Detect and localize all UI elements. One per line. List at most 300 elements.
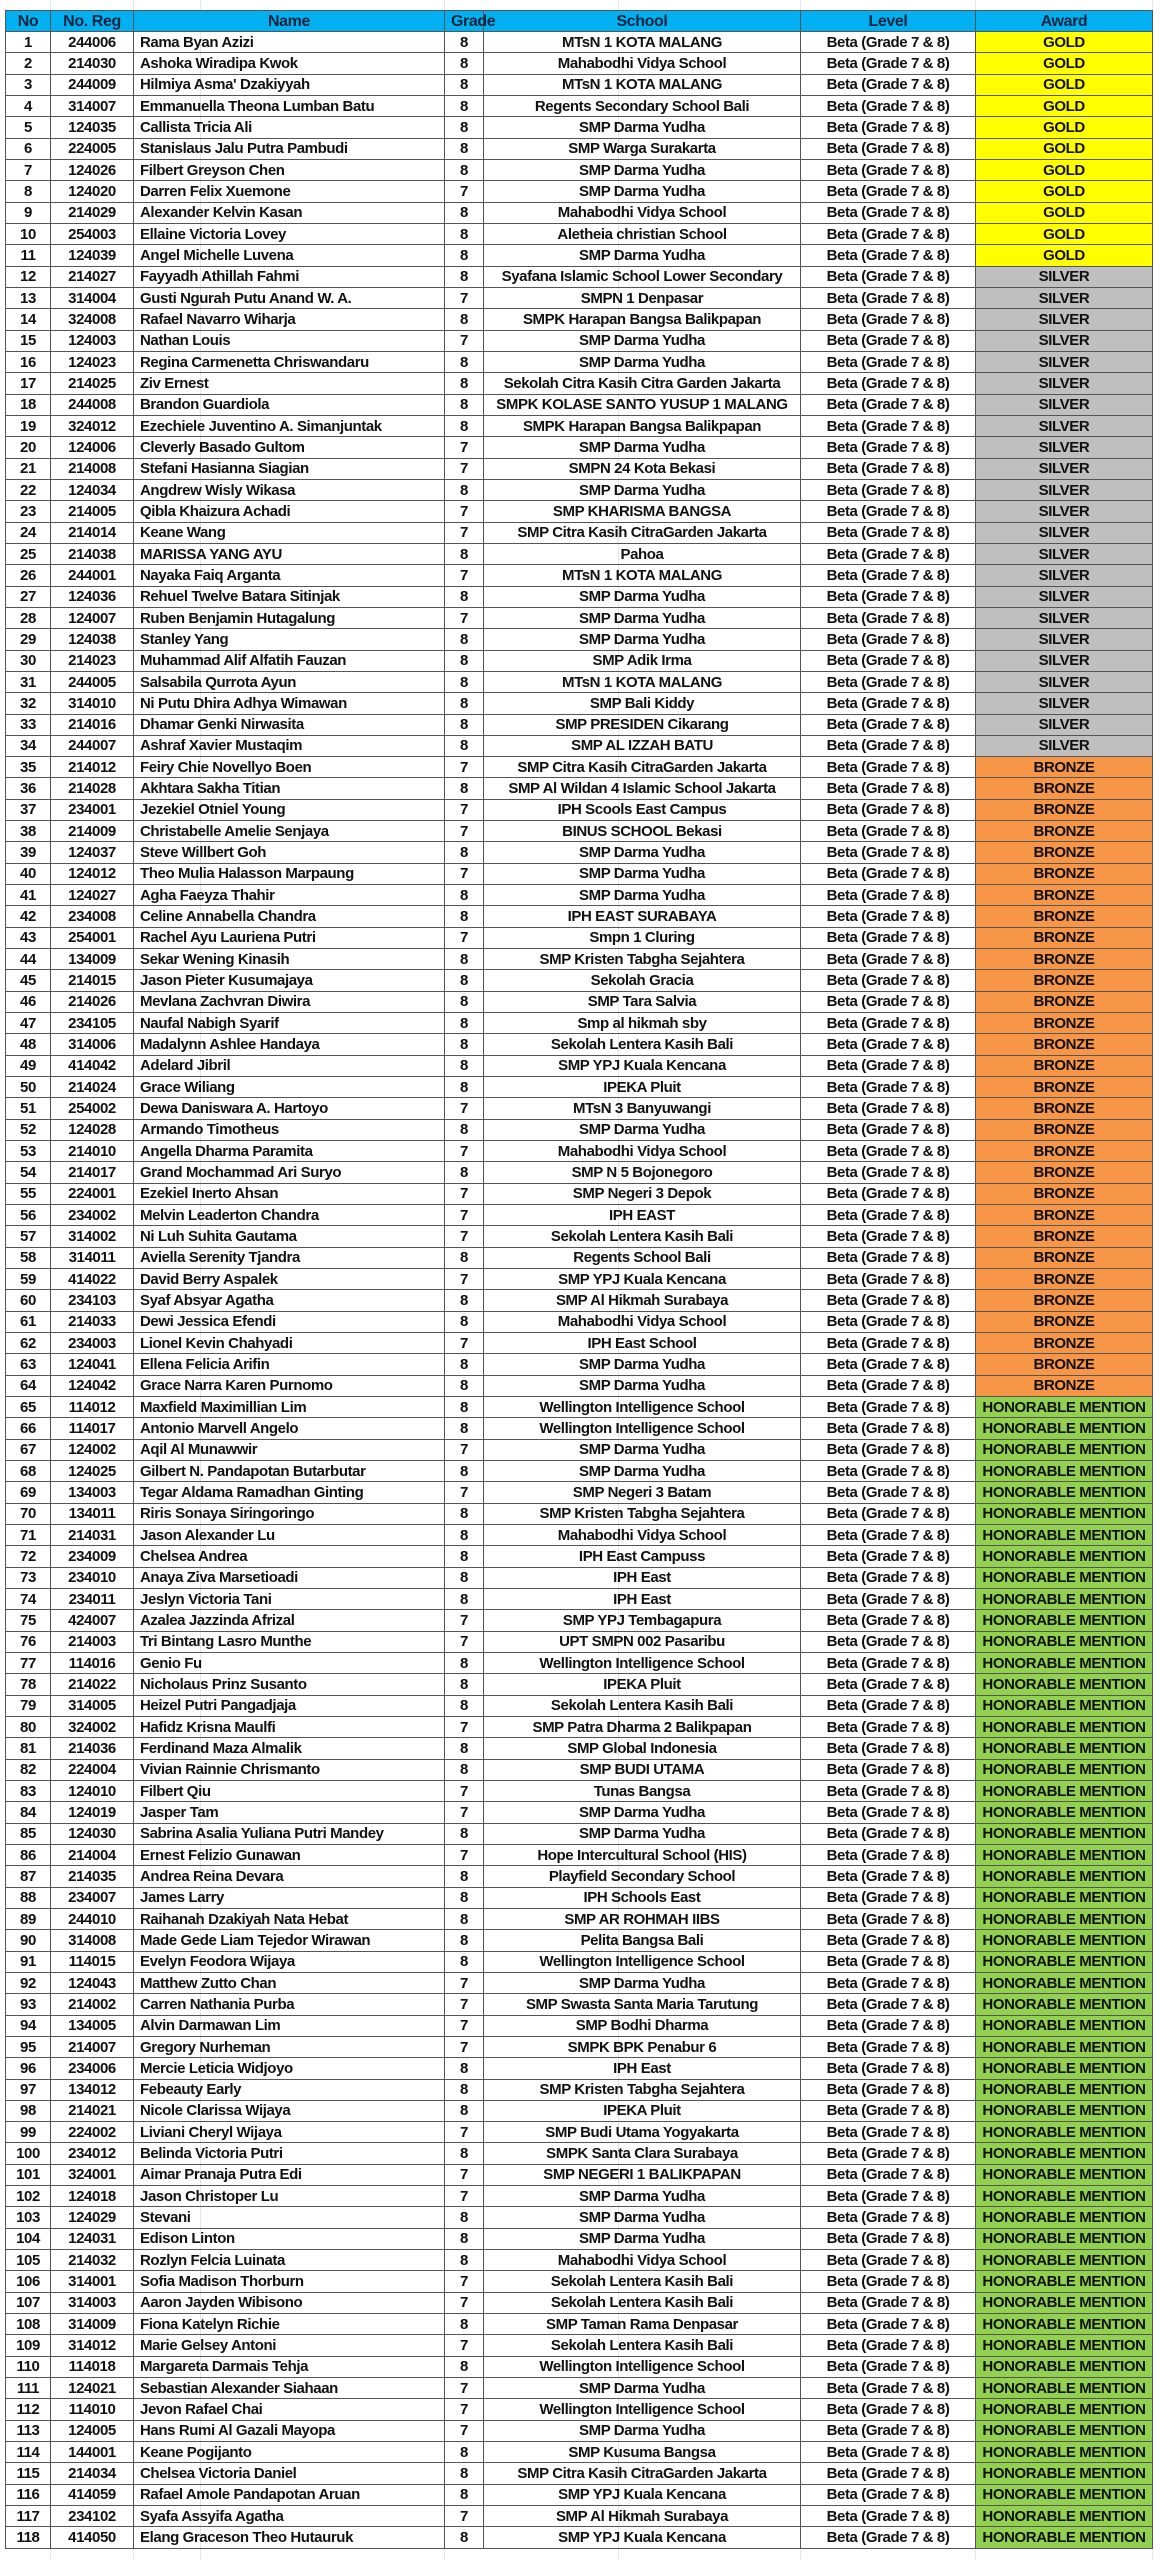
cell-name[interactable]: Cleverly Basado Gultom [134,437,445,458]
award-badge[interactable]: GOLD [976,202,1153,223]
cell-no[interactable]: 52 [6,1119,51,1140]
cell-school[interactable]: SMP Darma Yudha [484,159,801,180]
cell-no[interactable]: 82 [6,1759,51,1780]
cell-grade[interactable]: 8 [445,1397,484,1418]
cell-level[interactable]: Beta (Grade 7 & 8) [801,1311,976,1332]
cell-no[interactable]: 28 [6,607,51,628]
header-level[interactable]: Level [801,11,976,32]
cell-grade[interactable]: 7 [445,287,484,308]
cell-name[interactable]: Sofia Madison Thorburn [134,2271,445,2292]
header-award[interactable]: Award [976,11,1153,32]
cell-reg[interactable]: 124029 [51,2207,134,2228]
cell-school[interactable]: MTsN 1 KOTA MALANG [484,671,801,692]
cell-reg[interactable]: 254001 [51,927,134,948]
cell-grade[interactable]: 7 [445,2186,484,2207]
cell-grade[interactable]: 8 [445,2058,484,2079]
cell-reg[interactable]: 214029 [51,202,134,223]
award-badge[interactable]: HONORABLE MENTION [976,1738,1153,1759]
cell-level[interactable]: Beta (Grade 7 & 8) [801,1460,976,1481]
cell-level[interactable]: Beta (Grade 7 & 8) [801,1290,976,1311]
cell-name[interactable]: Carren Nathania Purba [134,1994,445,2015]
cell-grade[interactable]: 8 [445,1418,484,1439]
award-badge[interactable]: BRONZE [976,1205,1153,1226]
cell-reg[interactable]: 124003 [51,330,134,351]
cell-name[interactable]: Aqil Al Munawwir [134,1439,445,1460]
cell-level[interactable]: Beta (Grade 7 & 8) [801,1524,976,1545]
cell-no[interactable]: 44 [6,949,51,970]
cell-school[interactable]: Mahabodhi Vidya School [484,202,801,223]
cell-level[interactable]: Beta (Grade 7 & 8) [801,181,976,202]
cell-no[interactable]: 42 [6,906,51,927]
cell-reg[interactable]: 214007 [51,2036,134,2057]
cell-school[interactable]: SMP Darma Yudha [484,1802,801,1823]
cell-name[interactable]: Alexander Kelvin Kasan [134,202,445,223]
award-badge[interactable]: BRONZE [976,1183,1153,1204]
cell-no[interactable]: 89 [6,1908,51,1929]
cell-reg[interactable]: 134011 [51,1503,134,1524]
cell-level[interactable]: Beta (Grade 7 & 8) [801,1269,976,1290]
cell-grade[interactable]: 7 [445,1141,484,1162]
award-badge[interactable]: GOLD [976,53,1153,74]
award-badge[interactable]: HONORABLE MENTION [976,2378,1153,2399]
cell-no[interactable]: 23 [6,501,51,522]
cell-school[interactable]: SMP YPJ Tembagapura [484,1610,801,1631]
cell-name[interactable]: Ellaine Victoria Lovey [134,223,445,244]
award-badge[interactable]: SILVER [976,586,1153,607]
cell-no[interactable]: 30 [6,650,51,671]
cell-level[interactable]: Beta (Grade 7 & 8) [801,735,976,756]
cell-level[interactable]: Beta (Grade 7 & 8) [801,1908,976,1929]
cell-reg[interactable]: 234105 [51,1013,134,1034]
cell-no[interactable]: 6 [6,138,51,159]
cell-name[interactable]: Sebastian Alexander Siahaan [134,2378,445,2399]
cell-name[interactable]: Sabrina Asalia Yuliana Putri Mandey [134,1823,445,1844]
cell-school[interactable]: SMP Darma Yudha [484,2186,801,2207]
cell-name[interactable]: David Berry Aspalek [134,1269,445,1290]
cell-reg[interactable]: 214035 [51,1866,134,1887]
cell-no[interactable]: 14 [6,309,51,330]
cell-reg[interactable]: 144001 [51,2442,134,2463]
cell-name[interactable]: Aimar Pranaja Putra Edi [134,2164,445,2185]
cell-level[interactable]: Beta (Grade 7 & 8) [801,885,976,906]
cell-grade[interactable]: 7 [445,1205,484,1226]
cell-name[interactable]: Maxfield Maximillian Lim [134,1397,445,1418]
cell-school[interactable]: Sekolah Lentera Kasih Bali [484,1034,801,1055]
cell-level[interactable]: Beta (Grade 7 & 8) [801,138,976,159]
award-badge[interactable]: HONORABLE MENTION [976,2143,1153,2164]
cell-grade[interactable]: 8 [445,671,484,692]
cell-level[interactable]: Beta (Grade 7 & 8) [801,2036,976,2057]
cell-reg[interactable]: 244001 [51,565,134,586]
cell-no[interactable]: 112 [6,2399,51,2420]
cell-level[interactable]: Beta (Grade 7 & 8) [801,842,976,863]
cell-school[interactable]: Sekolah Lentera Kasih Bali [484,1226,801,1247]
cell-no[interactable]: 29 [6,629,51,650]
cell-no[interactable]: 106 [6,2271,51,2292]
cell-reg[interactable]: 214016 [51,714,134,735]
cell-no[interactable]: 46 [6,991,51,1012]
cell-name[interactable]: Liviani Cheryl Wijaya [134,2122,445,2143]
cell-no[interactable]: 37 [6,799,51,820]
cell-name[interactable]: Rama Byan Azizi [134,32,445,53]
cell-no[interactable]: 114 [6,2442,51,2463]
award-badge[interactable]: HONORABLE MENTION [976,1802,1153,1823]
award-badge[interactable]: SILVER [976,287,1153,308]
cell-level[interactable]: Beta (Grade 7 & 8) [801,2356,976,2377]
cell-school[interactable]: MTsN 1 KOTA MALANG [484,74,801,95]
cell-no[interactable]: 15 [6,330,51,351]
cell-no[interactable]: 60 [6,1290,51,1311]
cell-level[interactable]: Beta (Grade 7 & 8) [801,970,976,991]
cell-school[interactable]: SMP Swasta Santa Maria Tarutung [484,1994,801,2015]
cell-grade[interactable]: 8 [445,2442,484,2463]
cell-grade[interactable]: 8 [445,2314,484,2335]
award-badge[interactable]: HONORABLE MENTION [976,2100,1153,2121]
cell-reg[interactable]: 314012 [51,2335,134,2356]
award-badge[interactable]: SILVER [976,479,1153,500]
cell-name[interactable]: Salsabila Qurrota Ayun [134,671,445,692]
cell-level[interactable]: Beta (Grade 7 & 8) [801,1631,976,1652]
cell-no[interactable]: 4 [6,95,51,116]
award-badge[interactable]: BRONZE [976,1119,1153,1140]
cell-name[interactable]: Gusti Ngurah Putu Anand W. A. [134,287,445,308]
cell-no[interactable]: 57 [6,1226,51,1247]
cell-no[interactable]: 11 [6,245,51,266]
cell-grade[interactable]: 7 [445,821,484,842]
cell-level[interactable]: Beta (Grade 7 & 8) [801,1652,976,1673]
award-badge[interactable]: HONORABLE MENTION [976,1631,1153,1652]
cell-reg[interactable]: 214015 [51,970,134,991]
cell-grade[interactable]: 7 [445,1994,484,2015]
cell-grade[interactable]: 8 [445,415,484,436]
cell-no[interactable]: 27 [6,586,51,607]
cell-grade[interactable]: 8 [445,394,484,415]
cell-name[interactable]: Rozlyn Felcia Luinata [134,2250,445,2271]
cell-school[interactable]: SMP Global Indonesia [484,1738,801,1759]
cell-reg[interactable]: 124037 [51,842,134,863]
cell-level[interactable]: Beta (Grade 7 & 8) [801,330,976,351]
award-badge[interactable]: BRONZE [976,1141,1153,1162]
award-badge[interactable]: HONORABLE MENTION [976,2250,1153,2271]
cell-no[interactable]: 9 [6,202,51,223]
cell-name[interactable]: Ezekiel Inerto Ahsan [134,1183,445,1204]
cell-grade[interactable]: 7 [445,2036,484,2057]
cell-no[interactable]: 47 [6,1013,51,1034]
cell-grade[interactable]: 8 [445,1866,484,1887]
cell-name[interactable]: Vivian Rainnie Chrismanto [134,1759,445,1780]
cell-level[interactable]: Beta (Grade 7 & 8) [801,1759,976,1780]
cell-no[interactable]: 80 [6,1716,51,1737]
cell-school[interactable]: IPH EAST [484,1205,801,1226]
award-badge[interactable]: BRONZE [976,885,1153,906]
cell-level[interactable]: Beta (Grade 7 & 8) [801,2335,976,2356]
cell-school[interactable]: SMP PRESIDEN Cikarang [484,714,801,735]
cell-school[interactable]: SMP Negeri 3 Batam [484,1482,801,1503]
award-badge[interactable]: HONORABLE MENTION [976,1759,1153,1780]
cell-level[interactable]: Beta (Grade 7 & 8) [801,522,976,543]
cell-school[interactable]: SMPK Harapan Bangsa Balikpapan [484,309,801,330]
cell-reg[interactable]: 124007 [51,607,134,628]
cell-school[interactable]: SMP KHARISMA BANGSA [484,501,801,522]
cell-no[interactable]: 90 [6,1930,51,1951]
award-badge[interactable]: HONORABLE MENTION [976,1908,1153,1929]
cell-reg[interactable]: 124038 [51,629,134,650]
cell-name[interactable]: Edison Linton [134,2228,445,2249]
cell-reg[interactable]: 234006 [51,2058,134,2079]
cell-name[interactable]: Emmanuella Theona Lumban Batu [134,95,445,116]
cell-name[interactable]: Theo Mulia Halasson Marpaung [134,863,445,884]
award-badge[interactable]: HONORABLE MENTION [976,1588,1153,1609]
cell-reg[interactable]: 124030 [51,1823,134,1844]
cell-name[interactable]: Raihanah Dzakiyah Nata Hebat [134,1908,445,1929]
cell-no[interactable]: 95 [6,2036,51,2057]
cell-reg[interactable]: 314002 [51,1226,134,1247]
cell-name[interactable]: Aviella Serenity Tjandra [134,1247,445,1268]
cell-school[interactable]: Smp al hikmah sby [484,1013,801,1034]
cell-school[interactable]: Mahabodhi Vidya School [484,1524,801,1545]
cell-no[interactable]: 85 [6,1823,51,1844]
cell-no[interactable]: 104 [6,2228,51,2249]
cell-no[interactable]: 40 [6,863,51,884]
cell-name[interactable]: Gregory Nurheman [134,2036,445,2057]
cell-school[interactable]: SMP Darma Yudha [484,586,801,607]
cell-level[interactable]: Beta (Grade 7 & 8) [801,2207,976,2228]
cell-reg[interactable]: 314005 [51,1695,134,1716]
cell-reg[interactable]: 234003 [51,1333,134,1354]
cell-name[interactable]: Ernest Felizio Gunawan [134,1844,445,1865]
cell-reg[interactable]: 214038 [51,543,134,564]
cell-school[interactable]: SMP Darma Yudha [484,629,801,650]
cell-reg[interactable]: 234102 [51,2506,134,2527]
cell-school[interactable]: SMP Al Hikmah Surabaya [484,1290,801,1311]
award-badge[interactable]: HONORABLE MENTION [976,2207,1153,2228]
cell-grade[interactable]: 8 [445,1290,484,1311]
cell-grade[interactable]: 7 [445,2420,484,2441]
award-badge[interactable]: SILVER [976,501,1153,522]
award-badge[interactable]: HONORABLE MENTION [976,1994,1153,2015]
cell-reg[interactable]: 214008 [51,458,134,479]
cell-grade[interactable]: 8 [445,2228,484,2249]
cell-no[interactable]: 72 [6,1546,51,1567]
award-badge[interactable]: GOLD [976,95,1153,116]
cell-level[interactable]: Beta (Grade 7 & 8) [801,309,976,330]
award-badge[interactable]: HONORABLE MENTION [976,2271,1153,2292]
cell-name[interactable]: Naufal Nabigh Syarif [134,1013,445,1034]
cell-level[interactable]: Beta (Grade 7 & 8) [801,1055,976,1076]
cell-name[interactable]: Melvin Leaderton Chandra [134,1205,445,1226]
cell-level[interactable]: Beta (Grade 7 & 8) [801,2484,976,2505]
cell-level[interactable]: Beta (Grade 7 & 8) [801,1695,976,1716]
cell-level[interactable]: Beta (Grade 7 & 8) [801,543,976,564]
cell-school[interactable]: IPH EAST SURABAYA [484,906,801,927]
cell-reg[interactable]: 124039 [51,245,134,266]
cell-school[interactable]: Sekolah Gracia [484,970,801,991]
award-badge[interactable]: BRONZE [976,821,1153,842]
cell-reg[interactable]: 214023 [51,650,134,671]
award-badge[interactable]: HONORABLE MENTION [976,1887,1153,1908]
cell-school[interactable]: Regents School Bali [484,1247,801,1268]
cell-level[interactable]: Beta (Grade 7 & 8) [801,2228,976,2249]
cell-reg[interactable]: 224002 [51,2122,134,2143]
cell-grade[interactable]: 7 [445,501,484,522]
cell-level[interactable]: Beta (Grade 7 & 8) [801,2100,976,2121]
cell-name[interactable]: Chelsea Andrea [134,1546,445,1567]
cell-no[interactable]: 100 [6,2143,51,2164]
cell-school[interactable]: SMPK BPK Penabur 6 [484,2036,801,2057]
award-badge[interactable]: BRONZE [976,1269,1153,1290]
cell-name[interactable]: Dewi Jessica Efendi [134,1311,445,1332]
cell-grade[interactable]: 8 [445,1162,484,1183]
award-badge[interactable]: HONORABLE MENTION [976,2314,1153,2335]
cell-name[interactable]: Stevani [134,2207,445,2228]
cell-name[interactable]: Gilbert N. Pandapotan Butarbutar [134,1460,445,1481]
award-badge[interactable]: BRONZE [976,799,1153,820]
cell-name[interactable]: Grand Mochammad Ari Suryo [134,1162,445,1183]
cell-no[interactable]: 108 [6,2314,51,2335]
cell-level[interactable]: Beta (Grade 7 & 8) [801,1802,976,1823]
cell-no[interactable]: 74 [6,1588,51,1609]
cell-no[interactable]: 115 [6,2463,51,2484]
cell-grade[interactable]: 7 [445,2335,484,2356]
cell-no[interactable]: 5 [6,117,51,138]
cell-grade[interactable]: 8 [445,138,484,159]
cell-level[interactable]: Beta (Grade 7 & 8) [801,949,976,970]
cell-reg[interactable]: 224001 [51,1183,134,1204]
cell-reg[interactable]: 124006 [51,437,134,458]
cell-reg[interactable]: 314009 [51,2314,134,2335]
cell-school[interactable]: SMP Citra Kasih CitraGarden Jakarta [484,522,801,543]
cell-name[interactable]: Grace Wiliang [134,1077,445,1098]
cell-level[interactable]: Beta (Grade 7 & 8) [801,2186,976,2207]
award-badge[interactable]: SILVER [976,394,1153,415]
cell-grade[interactable]: 8 [445,1311,484,1332]
cell-no[interactable]: 8 [6,181,51,202]
cell-reg[interactable]: 324008 [51,309,134,330]
cell-name[interactable]: Callista Tricia Ali [134,117,445,138]
cell-no[interactable]: 118 [6,2527,51,2548]
cell-school[interactable]: Sekolah Lentera Kasih Bali [484,2271,801,2292]
cell-level[interactable]: Beta (Grade 7 & 8) [801,266,976,287]
award-badge[interactable]: HONORABLE MENTION [976,1524,1153,1545]
cell-school[interactable]: IPH Scools East Campus [484,799,801,820]
cell-name[interactable]: Fayyadh Athillah Fahmi [134,266,445,287]
cell-school[interactable]: MTsN 3 Banyuwangi [484,1098,801,1119]
award-badge[interactable]: SILVER [976,415,1153,436]
award-badge[interactable]: BRONZE [976,970,1153,991]
cell-reg[interactable]: 124018 [51,2186,134,2207]
cell-level[interactable]: Beta (Grade 7 & 8) [801,1375,976,1396]
award-badge[interactable]: GOLD [976,74,1153,95]
cell-school[interactable]: MTsN 1 KOTA MALANG [484,32,801,53]
cell-reg[interactable]: 124005 [51,2420,134,2441]
cell-level[interactable]: Beta (Grade 7 & 8) [801,1119,976,1140]
cell-reg[interactable]: 214009 [51,821,134,842]
cell-name[interactable]: Brandon Guardiola [134,394,445,415]
cell-level[interactable]: Beta (Grade 7 & 8) [801,159,976,180]
cell-reg[interactable]: 244008 [51,394,134,415]
cell-level[interactable]: Beta (Grade 7 & 8) [801,1567,976,1588]
cell-reg[interactable]: 314011 [51,1247,134,1268]
cell-reg[interactable]: 214028 [51,778,134,799]
cell-level[interactable]: Beta (Grade 7 & 8) [801,53,976,74]
cell-reg[interactable]: 314001 [51,2271,134,2292]
cell-grade[interactable]: 8 [445,1546,484,1567]
cell-level[interactable]: Beta (Grade 7 & 8) [801,1162,976,1183]
award-badge[interactable]: HONORABLE MENTION [976,2356,1153,2377]
cell-name[interactable]: Tegar Aldama Ramadhan Ginting [134,1482,445,1503]
cell-level[interactable]: Beta (Grade 7 & 8) [801,693,976,714]
cell-reg[interactable]: 124023 [51,351,134,372]
cell-level[interactable]: Beta (Grade 7 & 8) [801,2250,976,2271]
cell-grade[interactable]: 8 [445,1375,484,1396]
cell-school[interactable]: Syafana Islamic School Lower Secondary [484,266,801,287]
cell-level[interactable]: Beta (Grade 7 & 8) [801,2378,976,2399]
cell-school[interactable]: SMP Kristen Tabgha Sejahtera [484,1503,801,1524]
cell-school[interactable]: SMP Darma Yudha [484,863,801,884]
cell-grade[interactable]: 8 [445,2207,484,2228]
cell-grade[interactable]: 8 [445,159,484,180]
cell-reg[interactable]: 124035 [51,117,134,138]
cell-reg[interactable]: 224004 [51,1759,134,1780]
cell-level[interactable]: Beta (Grade 7 & 8) [801,650,976,671]
award-badge[interactable]: HONORABLE MENTION [976,1503,1153,1524]
cell-name[interactable]: Armando Timotheus [134,1119,445,1140]
cell-grade[interactable]: 8 [445,949,484,970]
cell-name[interactable]: Angdrew Wisly Wikasa [134,479,445,500]
cell-name[interactable]: Ziv Ernest [134,373,445,394]
cell-reg[interactable]: 214026 [51,991,134,1012]
cell-name[interactable]: Antonio Marvell Angelo [134,1418,445,1439]
cell-grade[interactable]: 8 [445,1695,484,1716]
cell-grade[interactable]: 7 [445,1439,484,1460]
cell-school[interactable]: Playfield Secondary School [484,1866,801,1887]
cell-grade[interactable]: 8 [445,1077,484,1098]
cell-grade[interactable]: 7 [445,1183,484,1204]
cell-no[interactable]: 53 [6,1141,51,1162]
cell-name[interactable]: Anaya Ziva Marsetioadi [134,1567,445,1588]
cell-name[interactable]: Alvin Darmawan Lim [134,2015,445,2036]
cell-grade[interactable]: 7 [445,458,484,479]
cell-level[interactable]: Beta (Grade 7 & 8) [801,1546,976,1567]
cell-grade[interactable]: 8 [445,117,484,138]
cell-level[interactable]: Beta (Grade 7 & 8) [801,2463,976,2484]
cell-name[interactable]: Evelyn Feodora Wijaya [134,1951,445,1972]
cell-level[interactable]: Beta (Grade 7 & 8) [801,2506,976,2527]
cell-grade[interactable]: 8 [445,543,484,564]
cell-school[interactable]: SMP Darma Yudha [484,245,801,266]
cell-level[interactable]: Beta (Grade 7 & 8) [801,202,976,223]
cell-reg[interactable]: 214014 [51,522,134,543]
cell-grade[interactable]: 8 [445,629,484,650]
cell-reg[interactable]: 124002 [51,1439,134,1460]
cell-name[interactable]: Filbert Greyson Chen [134,159,445,180]
cell-level[interactable]: Beta (Grade 7 & 8) [801,1503,976,1524]
award-badge[interactable]: HONORABLE MENTION [976,2463,1153,2484]
cell-grade[interactable]: 8 [445,309,484,330]
cell-school[interactable]: SMP Darma Yudha [484,351,801,372]
cell-level[interactable]: Beta (Grade 7 & 8) [801,2271,976,2292]
cell-level[interactable]: Beta (Grade 7 & 8) [801,415,976,436]
cell-no[interactable]: 105 [6,2250,51,2271]
award-badge[interactable]: HONORABLE MENTION [976,2122,1153,2143]
cell-reg[interactable]: 134003 [51,1482,134,1503]
cell-grade[interactable]: 7 [445,607,484,628]
cell-level[interactable]: Beta (Grade 7 & 8) [801,607,976,628]
cell-no[interactable]: 16 [6,351,51,372]
cell-reg[interactable]: 244006 [51,32,134,53]
cell-grade[interactable]: 8 [445,2356,484,2377]
cell-reg[interactable]: 124036 [51,586,134,607]
